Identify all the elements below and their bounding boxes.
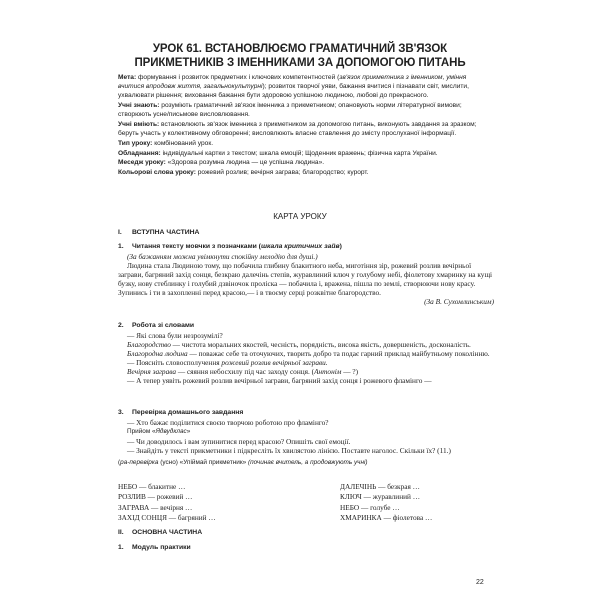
- meta-equipment: Обладнання: індивідуальні картки з текстом; шкала емоцій; Щоденник вражень; фізична карта України.: [118, 149, 438, 157]
- word-pair-right: ДАЛЕЧІНЬ — безкрая …: [340, 482, 420, 491]
- question-find-adjectives: — Знайдіть у тексті прикметники і підкресліть їх хвилястою лінією. Поставте наголос. Скільки їх? (11.): [127, 446, 451, 456]
- lesson-meta: [118, 73, 494, 178]
- method-label: Прийом «Ядвудклас»: [127, 428, 191, 436]
- section-homework: 3. Перевірка домашнього завдання: [118, 409, 244, 416]
- pair-check-intro: (ра-перевірка (усно) «Упіймай прикметник» (починає вчитель, а продовжують учні): [118, 459, 368, 467]
- definition-evening-glow: Вечірня заграва — сяяння небосхилу під час заходу сонця. (Антонім — ?): [127, 367, 359, 377]
- definition-nobility: Благородство — чистота моральних якостей, чесність, порядність, висока якість, довершеність, досконалість.: [127, 340, 471, 350]
- word-pair-left: ЗАХІД СОНЦЯ — багряний …: [118, 512, 216, 522]
- lesson-title: [0, 42, 600, 70]
- definition-noble-person: Благородна людина — поважає себе та оточуючих, творить добро та подає гарний приклад майбутньому поколінню.: [127, 349, 490, 359]
- word-pair-row: [118, 513, 494, 523]
- question-share: — Хто бажає поділитися своєю творчою роботою про фламінго?: [127, 418, 329, 427]
- meta-know: Учні знають: розуміють граматичний зв'язок іменника з прикметником; опановують норми літературної вимови; створюють усне/письмове висловлювання.: [118, 102, 462, 119]
- question-unclear-words: — Які слова були незрозумілі?: [127, 331, 223, 340]
- question-explain-phrase: — Поясніть словосполучення рожевий розлив вечірньої заграви.: [127, 358, 328, 368]
- section-intro: I. ВСТУПНА ЧАСТИНА: [118, 229, 200, 236]
- epigraph: (За бажанням можна увімкнути спокійну мелодію для душі.): [127, 252, 318, 261]
- reading-text: [118, 252, 494, 307]
- word-pair-row: [118, 492, 494, 502]
- lesson-title-line2: ПРИКМЕТНИКІВ З ІМЕННИКАМИ ЗА ДОПОМОГОЮ ПИТАНЬ: [134, 57, 466, 69]
- word-pair-left: НЕБО — блакитне …: [118, 482, 186, 491]
- author-credit: (За В. Сухомлинським): [424, 297, 494, 307]
- word-pair-left: ЗАГРАВА — вечірня …: [118, 502, 193, 512]
- section-words: 2. Робота зі словами: [118, 322, 195, 329]
- word-pair-right: ХМАРИНКА — фіолетова …: [340, 512, 433, 522]
- meta-message: Меседж уроку: «Здорова розумна людина — це успішна людина».: [118, 159, 325, 167]
- word-pair-right: КЛЮЧ — журавлиний …: [340, 492, 421, 502]
- word-pairs: [118, 482, 494, 523]
- meta-goal: Мета: формування і розвиток предметних і ключових компетентностей (зв'язок прикметника з іменником, уміння вчитися впродовж життя, загальнокультурні); розвиток творчої уяви, бажання вчитися і пізнавати світ, мислити, ухвалювати рішення; виховання бажання бути здоровою успішною людиною, любові до прекрасного.: [118, 74, 469, 100]
- question-imagine: — А тепер уявіть рожевий розлив вечірньої заграви, багряний захід сонця і рожевого фламінго —: [127, 376, 432, 386]
- words-text: [118, 331, 494, 386]
- word-pair-left: РОЗЛИВ — рожевий …: [118, 492, 193, 502]
- word-pair-row: [118, 503, 494, 513]
- page-number: 22: [476, 579, 484, 586]
- meta-can: Учні вміють: встановлюють зв'язок іменника з прикметником за допомогою питань, виконують завдання за зразком; беруть участь у колективному обговоренні; висловлюють власне ставлення до змісту прослуханої інформації.: [118, 121, 477, 138]
- word-pair-row: [118, 482, 494, 492]
- section-main: II. ОСНОВНА ЧАСТИНА: [118, 529, 203, 536]
- section-reading: 1. Читання тексту мовчки з позначками (шкала критичних зайв): [118, 243, 342, 250]
- lesson-map-heading: КАРТА УРОКУ: [273, 212, 327, 221]
- section-practice-module: 1. Модуль практики: [118, 544, 191, 551]
- word-pair-right: НЕБО — голубе …: [340, 502, 400, 512]
- homework-text: [118, 418, 494, 468]
- question-emotions: — Чи доводилось і вам зупинитися перед красою? Опишіть свої емоції.: [127, 437, 351, 447]
- lesson-title-line1: УРОК 61. ВСТАНОВЛЮЄМО ГРАМАТИЧНИЙ ЗВ'ЯЗОК: [152, 43, 448, 55]
- reading-paragraph: Людина стала Людиною тому, що побачила глибину блакитного неба, миготіння зір, рожевий розлив вечірньої заграви, багряний захід сонця, безкраю далечінь степів, журавлиний ключ у голубому небі, фіолетову хмаринку на кущі бузку, нову стеблинку і голубий дзвіночок проліска — побачила і, вражена, пішла по землі, створюючи нову красу. Зупинись і ти в захопленні перед красою,— і в твоєму серці розквітне благородство.: [118, 261, 493, 298]
- meta-color-words: Кольорові слова уроку: рожевий розлив; вечірня заграва; благородство; курорт.: [118, 169, 369, 177]
- meta-type: Тип уроку: комбінований урок.: [118, 139, 214, 147]
